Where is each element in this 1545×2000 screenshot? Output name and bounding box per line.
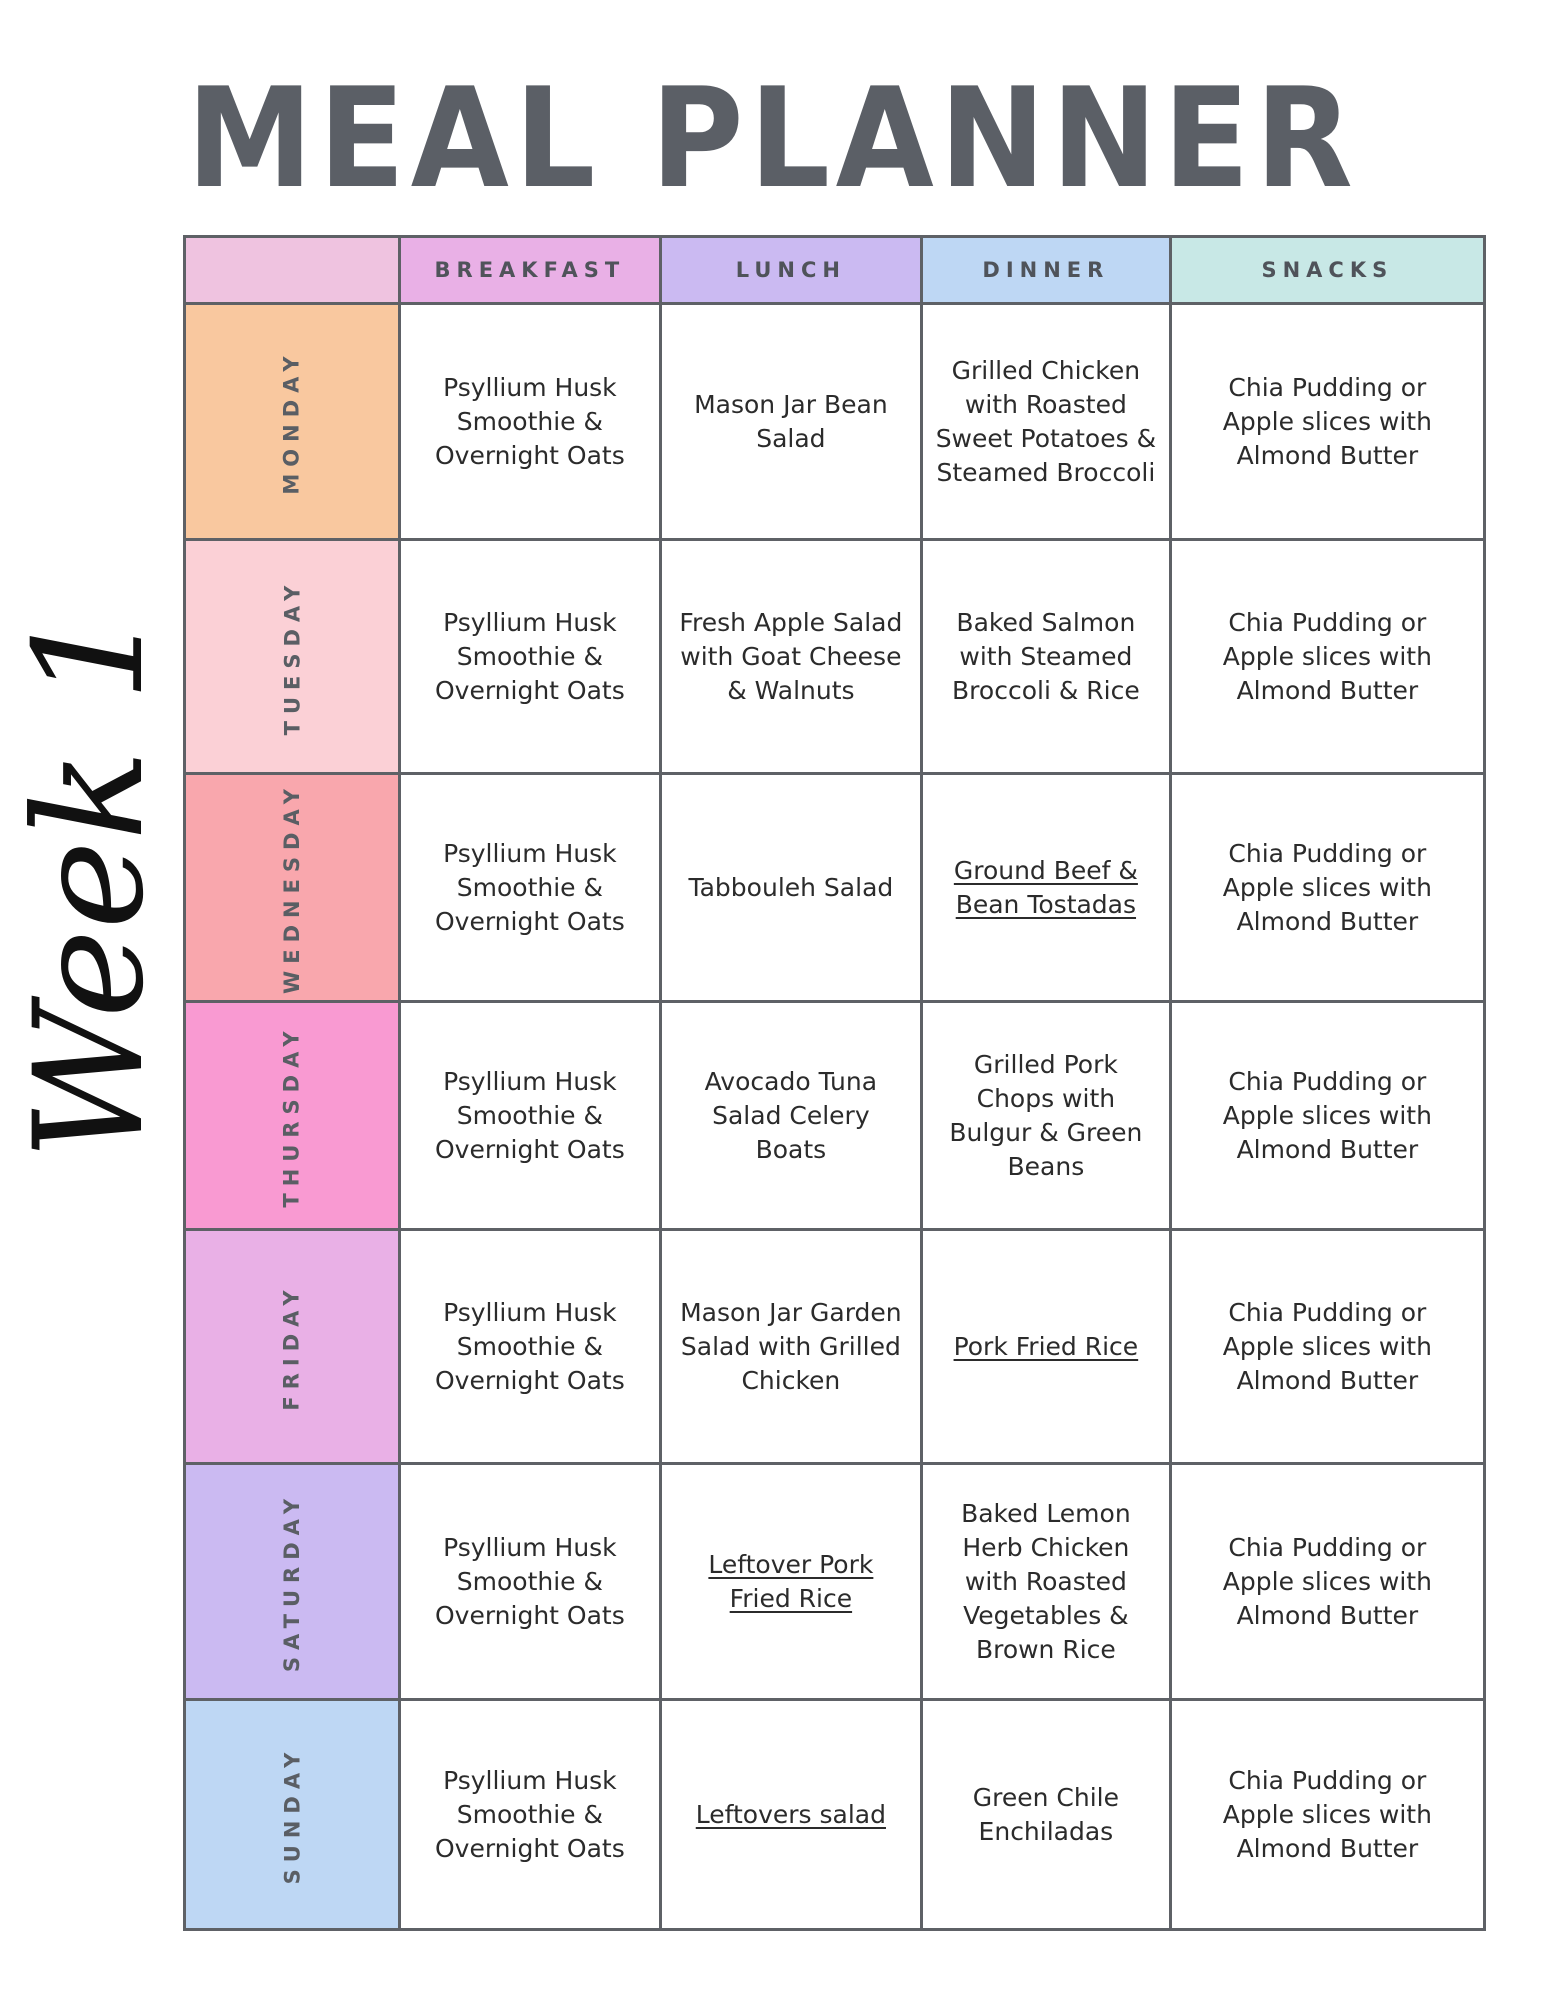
day-label-wednesday: WEDNESDAY — [279, 781, 304, 994]
breakfast-cell — [399, 1700, 660, 1930]
day-label-thursday: THURSDAY — [279, 1023, 304, 1208]
lunch-cell[interactable] — [660, 1464, 921, 1700]
lunch-cell — [660, 540, 921, 774]
day-label-tuesday: TUESDAY — [279, 578, 304, 735]
lunch-cell — [660, 1002, 921, 1230]
header-row — [185, 237, 1485, 304]
dinner-cell — [921, 540, 1170, 774]
table-row-monday — [185, 304, 1485, 540]
dinner-recipe-link[interactable]: Pork Fried Rice — [953, 1331, 1139, 1361]
lunch-cell — [660, 774, 921, 1002]
snacks-text: Chia Pudding or Apple slices with Almond Butter — [1222, 372, 1432, 470]
snacks-cell — [1170, 304, 1484, 540]
lunch-recipe-link[interactable]: Leftover Pork Fried Rice — [708, 1549, 874, 1613]
corner-cell — [185, 237, 400, 304]
snacks-text: Chia Pudding or Apple slices with Almond Butter — [1222, 1297, 1432, 1395]
breakfast-cell — [399, 1230, 660, 1464]
column-header-snacks: SNACKS — [1170, 237, 1484, 304]
snacks-cell — [1170, 540, 1484, 774]
lunch-text: Avocado Tuna Salad Celery Boats — [704, 1066, 878, 1164]
lunch-text: Mason Jar Garden Salad with Grilled Chicken — [680, 1297, 902, 1395]
table-row-friday — [185, 1230, 1485, 1464]
lunch-text: Fresh Apple Salad with Goat Cheese & Walnuts — [679, 607, 903, 705]
lunch-text: Tabbouleh Salad — [688, 872, 894, 902]
day-cell-wednesday — [185, 774, 400, 1002]
day-label-saturday: SATURDAY — [279, 1491, 304, 1672]
snacks-cell — [1170, 1700, 1484, 1930]
dinner-text: Baked Salmon with Steamed Broccoli & Rice — [952, 607, 1140, 705]
column-header-breakfast: BREAKFAST — [399, 237, 660, 304]
breakfast-cell — [399, 540, 660, 774]
table-row-sunday — [185, 1700, 1485, 1930]
dinner-text: Green Chile Enchiladas — [972, 1782, 1119, 1846]
day-label-friday: FRIDAY — [279, 1282, 304, 1411]
snacks-text: Chia Pudding or Apple slices with Almond Butter — [1222, 1765, 1432, 1863]
week-label: Week 1 — [3, 606, 177, 1160]
page-title: MEAL PLANNER — [186, 58, 1359, 219]
lunch-cell — [660, 1230, 921, 1464]
dinner-cell[interactable] — [921, 774, 1170, 1002]
table-row-tuesday — [185, 540, 1485, 774]
breakfast-cell — [399, 1002, 660, 1230]
snacks-cell — [1170, 1002, 1484, 1230]
dinner-recipe-link[interactable]: Ground Beef & Bean Tostadas — [953, 855, 1138, 919]
lunch-text: Mason Jar Bean Salad — [694, 389, 888, 453]
day-cell-friday — [185, 1230, 400, 1464]
day-cell-monday — [185, 304, 400, 540]
breakfast-text: Psyllium Husk Smoothie & Overnight Oats — [434, 838, 625, 936]
snacks-cell — [1170, 774, 1484, 1002]
dinner-text: Grilled Chicken with Roasted Sweet Potatoes & Steamed Broccoli — [935, 355, 1157, 487]
lunch-recipe-link[interactable]: Leftovers salad — [695, 1799, 886, 1829]
dinner-cell — [921, 304, 1170, 540]
snacks-text: Chia Pudding or Apple slices with Almond Butter — [1222, 1066, 1432, 1164]
breakfast-text: Psyllium Husk Smoothie & Overnight Oats — [434, 607, 625, 705]
day-cell-saturday — [185, 1464, 400, 1700]
dinner-cell — [921, 1002, 1170, 1230]
day-cell-sunday — [185, 1700, 400, 1930]
snacks-text: Chia Pudding or Apple slices with Almond Butter — [1222, 607, 1432, 705]
lunch-cell — [660, 304, 921, 540]
snacks-cell — [1170, 1464, 1484, 1700]
breakfast-text: Psyllium Husk Smoothie & Overnight Oats — [434, 1765, 625, 1863]
meal-planner-table — [183, 235, 1486, 1931]
breakfast-text: Psyllium Husk Smoothie & Overnight Oats — [434, 1532, 625, 1630]
breakfast-cell — [399, 1464, 660, 1700]
table-row-saturday — [185, 1464, 1485, 1700]
day-label-monday: MONDAY — [279, 348, 304, 495]
breakfast-cell — [399, 304, 660, 540]
day-cell-thursday — [185, 1002, 400, 1230]
breakfast-text: Psyllium Husk Smoothie & Overnight Oats — [434, 372, 625, 470]
dinner-cell — [921, 1700, 1170, 1930]
lunch-cell[interactable] — [660, 1700, 921, 1930]
snacks-text: Chia Pudding or Apple slices with Almond Butter — [1222, 1532, 1432, 1630]
column-header-lunch: LUNCH — [660, 237, 921, 304]
dinner-cell — [921, 1464, 1170, 1700]
table-row-thursday — [185, 1002, 1485, 1230]
dinner-cell[interactable] — [921, 1230, 1170, 1464]
breakfast-cell — [399, 774, 660, 1002]
breakfast-text: Psyllium Husk Smoothie & Overnight Oats — [434, 1066, 625, 1164]
breakfast-text: Psyllium Husk Smoothie & Overnight Oats — [434, 1297, 625, 1395]
day-cell-tuesday — [185, 540, 400, 774]
day-label-sunday: SUNDAY — [279, 1745, 304, 1884]
dinner-text: Grilled Pork Chops with Bulgur & Green Beans — [949, 1049, 1143, 1181]
snacks-text: Chia Pudding or Apple slices with Almond Butter — [1222, 838, 1432, 936]
dinner-text: Baked Lemon Herb Chicken with Roasted Vegetables & Brown Rice — [961, 1498, 1131, 1664]
column-header-dinner: DINNER — [921, 237, 1170, 304]
table-row-wednesday — [185, 774, 1485, 1002]
snacks-cell — [1170, 1230, 1484, 1464]
